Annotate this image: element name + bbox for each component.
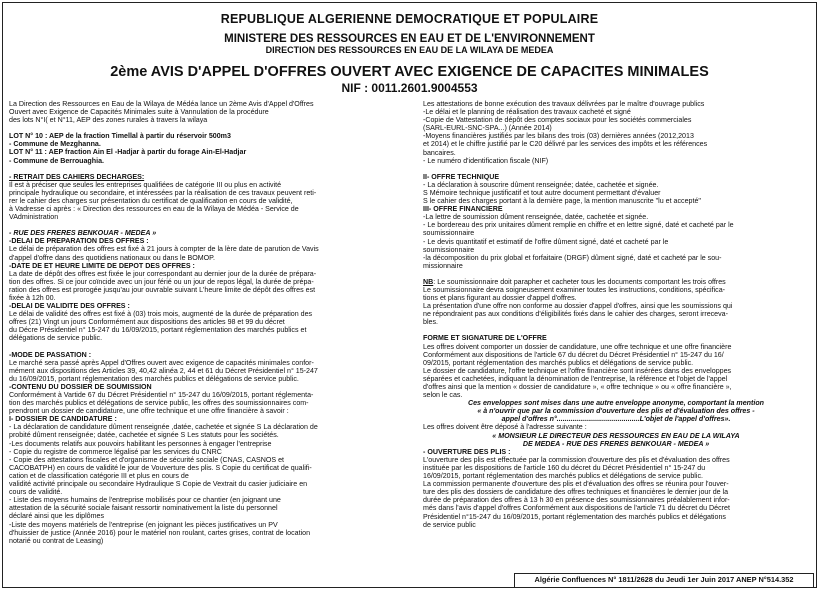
- envelope-note: « à n'ouvrir que par la commission d'ouverture des plis et d'évaluation des offres -: [477, 407, 755, 416]
- body-line: offres (21) Vingt un jours Conformément aux dispositions des articles 98 et 99 du décret: [9, 318, 285, 327]
- lot-line: - Commune de Berrouaghia.: [9, 156, 104, 165]
- section-heading: I- DOSSIER DE CANDIDATURE :: [9, 415, 117, 424]
- body-line: Le délai de validité des offres est fixé à (03) trois mois, augmenté de la durée de préparation des: [9, 310, 313, 319]
- address-line: « MONSIEUR LE DIRECTEUR DES RESSOURCES EN EAU DE LA WILAYA: [492, 431, 740, 440]
- body-line: -la décomposition du prix global et forfaitaire (DRGF) dûment signé, daté et cacheté par le sou-: [423, 253, 722, 262]
- body-line: cours de validité.: [9, 488, 63, 497]
- body-line: et 2014) et le chiffre justifié par le C20 délivré par les services des impôts et les références: [423, 140, 708, 149]
- body-line: S le cahier des charges portant à la dernière page, la mention manuscrite "lu et accepté": [423, 197, 701, 206]
- body-line: Les attestations de bonne exécution des travaux délivrées par le maître d'ouvrage publics: [423, 100, 705, 108]
- intro-line: La Direction des Ressources en Eau de la Wilaya de Médéa lance un 2ème Avis d'Appel d'Offres: [9, 100, 314, 108]
- body-line: ture des plis des dossiers de candidature des offres techniques et financières le dernier jour de la: [423, 488, 729, 497]
- body-line: du 16/09/2015, portant réglementation des marchés publics et délégations de service public.: [9, 374, 299, 383]
- intro-line: des lots N°I( et N°11, AEP des zones rurales à travers la wilaya: [9, 116, 208, 125]
- body-line: principale hydraulique ou secondaire, et intéressées par la réalisation de ces travaux peuvent reti-: [9, 188, 317, 197]
- body-line: 16/09/2015, portant réglementation des marchés publics et délégations de service public.: [423, 472, 703, 481]
- body-line: de service public: [423, 520, 476, 529]
- ministry-heading: MINISTERE DES RESSOURCES EN EAU ET DE L'ENVIRONNEMENT: [224, 33, 595, 45]
- section-heading: -CONTENU DU DOSSIER DE SOUMISSION: [9, 382, 152, 391]
- section-heading: - RETRAIT DES CAHIERS DECHARGES:: [9, 172, 145, 181]
- body-line: validité activité principale ou secondaire Hydraulique S Copie de Vextrait du casier judiciaire en: [9, 480, 308, 489]
- body-line: instituée par les dispositions de l'article 160 du décret du Décret Présidentiel n° 15-247 du: [423, 463, 706, 472]
- body-line: - La déclaration à souscrire dûment renseignée; datée, cachetée et signée.: [423, 180, 659, 189]
- body-line: VAdministration: [9, 213, 59, 222]
- body-line: més dans l'avis d'appel d'offres Conformément aux dispositions de l'article 71 du décret du Décret: [423, 504, 730, 513]
- body-line: ration des offres est prorogée jusqu'au jour ouvrable suivant L'heure limite de dépôt des offres est: [9, 285, 316, 294]
- body-line: prendront un dossier de candidature, une offre technique et une offre financière à savoir :: [9, 407, 289, 416]
- body-line: mément aux dispositions des Articles 39, 40,42 alinéa 2, 44 et 61 du Décret Présidentiel n° 15-247: [9, 366, 318, 375]
- body-line: selon le cas.: [423, 391, 463, 400]
- body-line: -Copie de Vattestation de dépôt des comptes sociaux pour les sociétés commerciales: [423, 116, 692, 125]
- publication-reference: Algérie Confluences N° 1811/2628 du Jeudi 1er Juin 2017 ANEP N°514.352: [514, 573, 814, 588]
- section-heading: -MODE DE PASSATION :: [9, 350, 92, 359]
- body-line: - Le devis quantitatif et estimatif de l'offre dûment signé, daté et cacheté par le: [423, 237, 669, 246]
- body-line: La date de dépôt des offres est fixée le jour correspondant au dernier jour de la durée de prépara-: [9, 269, 317, 278]
- body-line: tions et plans figurant au dossier d'appel d'offres.: [423, 294, 577, 303]
- body-line: séparées et cachetées, indiquant la dénomination de l'entreprise, la référence et l'objet de l'appel: [423, 374, 728, 383]
- body-line: - Liste des moyens humains de l'entreprise mobilisés pour ce chantier (en joignant une: [9, 496, 281, 505]
- notice-title: 2ème AVIS D'APPEL D'OFFRES OUVERT AVEC EXIGENCE DE CAPACITES MINIMALES: [110, 64, 709, 80]
- section-heading: -DELAI DE VALIDITE DES OFFRES :: [9, 302, 130, 311]
- nb-line: [423, 278, 809, 286]
- body-line: ne répondraient pas aux conditions d'éligibilités fixés dans le cahier des charges, seront irreceva-: [423, 310, 728, 319]
- body-line: Conformément à Vartide 67 du Décret Présidentiel n° 15-247 du 16/09/2015, portant réglementa-: [9, 391, 314, 399]
- body-line: délégations de service public.: [9, 334, 103, 343]
- right-column: [423, 100, 809, 529]
- intro-line: Ouvert avec Exigence de Capacités Minimales suite à Vannulation de la procédure: [9, 108, 269, 117]
- body-line: fixée à 12h 00.: [9, 293, 56, 302]
- body-line: - Copie des attestations fiscales et d'organisme de sécurité sociale (CNAS, CASNOS et: [9, 455, 284, 464]
- section-heading: FORME ET SIGNATURE DE L'OFFRE: [423, 334, 547, 343]
- body-line: CACOBATPH) en cours de validité le jour de Vouverture des plis. S Copie du certificat de qualifi-: [9, 463, 312, 472]
- section-heading: -DELAI DE PREPARATION DES OFFRES :: [9, 237, 149, 246]
- body-line: Le marché sera passé après Appel d'Offres ouvert avec exigence de capacités minimales confor-: [9, 358, 314, 367]
- body-line: tion des offres. Si ce jour coïncide avec un jour férié ou un jour de repos légal, la durée de prépa-: [9, 277, 314, 286]
- body-line: 09/2015, portant réglementation des marchés publics et délégations de service public.: [423, 358, 694, 367]
- body-line: soumissionnaire: [423, 229, 475, 238]
- body-line: probité dûment renseignée; datée, cachetée et signée S Les statuts pour les sociétés.: [9, 431, 279, 440]
- body-line: tion des marchés publics et délégations de service public, les offres des soumissionnaires com-: [9, 399, 309, 408]
- body-line: - La déclaration de candidature dûment renseignée ,datée, cachetée et signée S La déclaration de: [9, 423, 318, 432]
- body-line: Il est à préciser que seules les entreprises qualifiées de catégorie III ou plus en activité: [9, 180, 282, 189]
- section-heading: - OUVERTURE DES PLIS :: [423, 447, 511, 456]
- body-line: Les offres doivent comporter un dossier de candidature, une offre technique et une offre financière: [423, 342, 732, 351]
- body-line: bles.: [423, 318, 438, 327]
- body-line: d'offres ainsi que la mention « dossier de candidature », « offre technique » ou « offre financière »,: [423, 383, 732, 391]
- body-line: rer le cahier des charges sur présentation du certificat de qualification en cours de validité,: [9, 196, 293, 205]
- body-line: d'huissier de justice (Année 2016) pour le matériel non roulant, cartes grises, contrat de location: [9, 528, 311, 537]
- lot-line: - Commune de Mezghanna.: [9, 140, 101, 149]
- section-heading: II- OFFRE TECHNIQUE: [423, 172, 500, 181]
- body-line: Le délai de préparation des offres est fixé à 21 jours à compter de la lère date de parution de Vavis: [9, 245, 319, 254]
- nb-text: : Le soumissionnaire doit parapher et cacheter tous les documents comportant les trois offres: [433, 277, 726, 286]
- body-line: cation et de classification catégorie III et plus en cours de: [9, 471, 189, 480]
- left-column: [9, 100, 409, 545]
- notice-frame: [2, 2, 817, 588]
- address-line: - RUE DES FRERES BENKOUAR - MEDEA »: [9, 229, 157, 238]
- body-line: - Copie du registre de commerce légalisé par les services du CNRC: [9, 447, 222, 456]
- directorate-heading: DIRECTION DES RESSOURCES EN EAU DE LA WILAYA DE MEDEA: [265, 45, 554, 55]
- section-heading: -DATE DE ET HEURE LIMITE DE DEPOT DES OFFRES :: [9, 261, 195, 270]
- body-line: La commission permanente d'ouverture des plis et d'évaluation des offres se réunira pour l'ouver-: [423, 480, 729, 489]
- body-line: du Décre Présidentiel n° 15-247 du 16/09/2015, portant réglementation des marchés publics et: [9, 326, 307, 335]
- body-line: Conformément aux dispositions de l'article 67 du décret du Décret Présidentiel n° 15-247 du 16/: [423, 350, 724, 359]
- nif-number: NIF : 0011.2601.9004553: [341, 81, 478, 95]
- body-line: S Mémoire technique justificatif et tout autre document permettant d'évaluer: [423, 188, 661, 197]
- body-line: d'appel d'offre dans des quotidiens nationaux ou dans le BOMOP.: [9, 253, 215, 262]
- body-line: Présidentiel n°15-247 du 16/09/2015, portant réglementation des marchés publics et délégations: [423, 512, 726, 521]
- body-line: à Vadresse ci après : « Direction des ressources en eau de la Wilaya de Médéa - Service de: [9, 205, 299, 214]
- body-line: L'ouverture des plis est effectuée par la commission d'ouverture des plis et d'évaluation des offres: [423, 455, 730, 464]
- body-line: bancaires.: [423, 148, 456, 157]
- body-line: La présentation d'une offre non conforme au dossier d'appel d'offres, ainsi que les soumissions qui: [423, 302, 733, 311]
- body-line: déclaré ainsi que les diplômes: [9, 512, 105, 521]
- body-line: notarié ou contrat de Leasing): [9, 536, 104, 545]
- lot-line: LOT N° 11 : AEP fraction Ain El -Hadjar à partir du forage Ain-El-Hadjar: [9, 148, 247, 157]
- body-line: -Moyens financières justifiés par les bilans des trois (03) dernières années (2012,2013: [423, 132, 694, 141]
- body-line: -Les documents relatifs aux pouvoirs habilitant les personnes à engager l'entreprise: [9, 439, 272, 448]
- envelope-note: appel d'offres n°..........................................L'objet de l'appel d'offres».: [501, 415, 731, 424]
- body-line: (SARL-EURL-SNC-SPA...) (Année 2014): [423, 124, 552, 133]
- section-heading: III- OFFRE FINANCIERE: [423, 205, 503, 214]
- body-line: missionnaire: [423, 261, 463, 270]
- body-line: Le dossier de candidature, l'offre technique et l'offre financière sont insérées dans des enveloppes: [423, 366, 732, 375]
- republic-heading: REPUBLIQUE ALGERIENNE DEMOCRATIQUE ET POPULAIRE: [220, 12, 599, 26]
- body-line: - Le bordereau des prix unitaires dûment remplie en chiffre et en lettre signé, daté et cacheté par le: [423, 221, 734, 230]
- nb-label: NB: [423, 277, 434, 286]
- body-line: -Le délai et le planning de réalisation des travaux cacheté et signé: [423, 108, 631, 117]
- envelope-note: Ces enveloppes sont mises dans une autre enveloppe anonyme, comportant la mention: [467, 399, 765, 408]
- body-line: -La lettre de soumission dûment renseignée, datée, cachetée et signée.: [423, 213, 649, 222]
- body-line: - Le numéro d'identification fiscale (NIF): [423, 156, 549, 165]
- lot-line: LOT N° 10 : AEP de la fraction Timellal à partir du réservoir 500m3: [9, 132, 231, 141]
- body-line: durée de préparation des offres à 13 h 30 en présence des soumissionnaires préalablement infor-: [423, 496, 730, 505]
- body-line: Le soumissionnaire devra soigneusement examiner toutes les instructions, conditions, spécifica-: [423, 285, 726, 294]
- body-line: -Liste des moyens matériels de l'entreprise (en joignant les pièces justificatives un PV: [9, 520, 278, 529]
- body-line: soumissionnaire: [423, 245, 475, 254]
- body-line: attestation de la sécurité sociale faisant ressortir nominativement la liste du personnel: [9, 504, 278, 513]
- body-line: Les offres doivent être déposé à l'adresse suivante :: [423, 423, 587, 432]
- address-line: DE MEDEA - RUE DES FRERES BENKOUAR - MEDEA »: [522, 439, 710, 448]
